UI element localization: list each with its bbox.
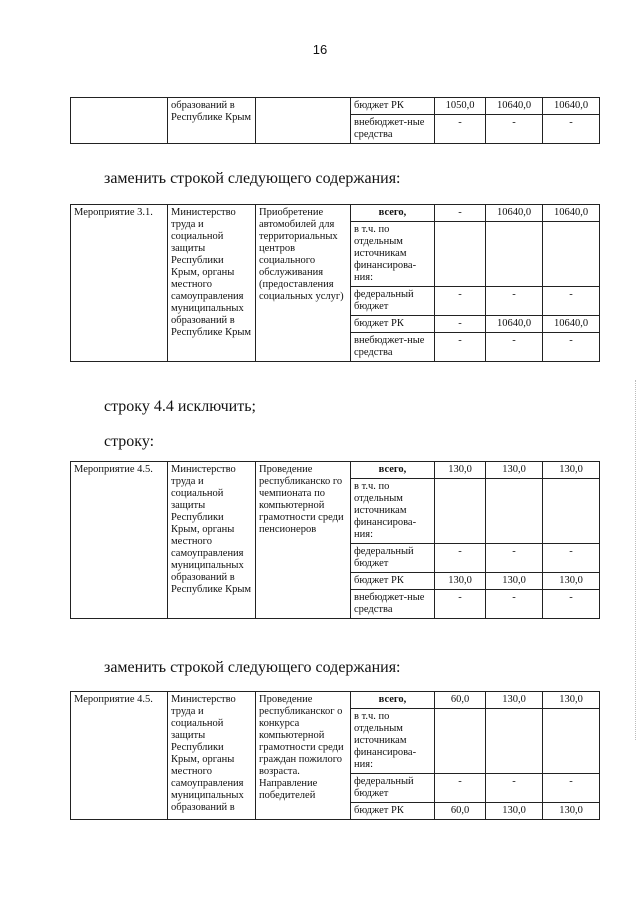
value-cell: - <box>435 333 486 362</box>
value-cell: 130,0 <box>543 803 600 820</box>
value-cell: 130,0 <box>435 462 486 479</box>
source-cell: бюджет РК <box>351 316 435 333</box>
source-cell: бюджет РК <box>351 803 435 820</box>
value-cell <box>435 709 486 774</box>
instruction-text: строку: <box>104 433 155 450</box>
value-cell <box>543 709 600 774</box>
table-row <box>71 205 600 222</box>
source-cell: внебюджет-ные средства <box>351 590 435 619</box>
source-cell: федеральный бюджет <box>351 544 435 573</box>
value-cell <box>543 479 600 544</box>
value-cell: 10640,0 <box>543 316 600 333</box>
value-cell: - <box>543 590 600 619</box>
description-cell: Проведение республиканско го чемпионата по компьютерной грамотности среди пенсионеров <box>256 462 351 619</box>
value-cell <box>435 479 486 544</box>
value-cell <box>543 222 600 287</box>
description-cell: Приобретение автомобилей для территориальных центров социального обслуживания (предоставления социальных услуг) <box>256 205 351 362</box>
value-cell: 1050,0 <box>435 98 486 115</box>
value-cell: - <box>435 544 486 573</box>
value-cell <box>486 479 543 544</box>
value-cell: 10640,0 <box>486 205 543 222</box>
source-cell: федеральный бюджет <box>351 774 435 803</box>
source-cell: всего, <box>351 205 435 222</box>
instruction-text: заменить строкой следующего содержания: <box>104 659 401 676</box>
value-cell: - <box>486 590 543 619</box>
source-cell: федеральный бюджет <box>351 287 435 316</box>
source-cell: в т.ч. по отдельным источникам финансирова-ния: <box>351 479 435 544</box>
value-cell: - <box>486 287 543 316</box>
value-cell: - <box>543 544 600 573</box>
value-cell: - <box>543 333 600 362</box>
event-cell: Мероприятие 4.5. <box>71 462 168 619</box>
value-cell: 10640,0 <box>486 316 543 333</box>
value-cell: - <box>435 205 486 222</box>
value-cell: - <box>486 333 543 362</box>
table-event-3-1 <box>70 204 600 362</box>
value-cell: 130,0 <box>543 462 600 479</box>
value-cell: - <box>486 115 543 144</box>
table-event-4-5-old <box>70 461 600 619</box>
table-row <box>71 462 600 479</box>
source-cell: бюджет РК <box>351 98 435 115</box>
executor-cell: Министерство труда и социальной защиты Республики Крым, органы местного самоуправления муниципальных образований в Республике Крым <box>168 462 256 619</box>
source-cell: бюджет РК <box>351 573 435 590</box>
value-cell: 130,0 <box>486 573 543 590</box>
value-cell: - <box>435 316 486 333</box>
source-cell: внебюджет-ные средства <box>351 333 435 362</box>
source-cell: всего, <box>351 692 435 709</box>
value-cell: 130,0 <box>486 462 543 479</box>
value-cell: 10640,0 <box>543 205 600 222</box>
value-cell: - <box>435 590 486 619</box>
instruction-text: строку 4.4 исключить; <box>104 398 256 415</box>
table-event-4-5-new <box>70 691 600 820</box>
value-cell: 60,0 <box>435 692 486 709</box>
source-cell: в т.ч. по отдельным источникам финансирова-ния: <box>351 222 435 287</box>
source-cell: всего, <box>351 462 435 479</box>
table-cell <box>256 98 351 144</box>
value-cell: 130,0 <box>486 803 543 820</box>
executor-cell: образований в Республике Крым <box>168 98 256 144</box>
source-cell: в т.ч. по отдельным источникам финансирова-ния: <box>351 709 435 774</box>
value-cell <box>435 222 486 287</box>
value-cell: 130,0 <box>486 692 543 709</box>
value-cell: 130,0 <box>543 692 600 709</box>
value-cell: - <box>543 287 600 316</box>
value-cell: 10640,0 <box>543 98 600 115</box>
value-cell <box>486 222 543 287</box>
value-cell: - <box>435 774 486 803</box>
value-cell: - <box>543 774 600 803</box>
value-cell: 60,0 <box>435 803 486 820</box>
value-cell: - <box>486 544 543 573</box>
executor-cell: Министерство труда и социальной защиты Республики Крым, органы местного самоуправления муниципальных образований в Республике Крым <box>168 205 256 362</box>
description-cell: Проведение республиканског о конкурса компьютерной грамотности среди граждан пожилого возраста. Направление победителей <box>256 692 351 820</box>
value-cell: 10640,0 <box>486 98 543 115</box>
value-cell: 130,0 <box>543 573 600 590</box>
value-cell <box>486 709 543 774</box>
table-cell <box>71 98 168 144</box>
table-row <box>71 98 600 115</box>
value-cell: - <box>486 774 543 803</box>
value-cell: - <box>435 115 486 144</box>
table-row <box>71 692 600 709</box>
value-cell: 130,0 <box>435 573 486 590</box>
executor-cell: Министерство труда и социальной защиты Республики Крым, органы местного самоуправления муниципальных образований в <box>168 692 256 820</box>
value-cell: - <box>435 287 486 316</box>
instruction-text: заменить строкой следующего содержания: <box>104 170 401 187</box>
source-cell: внебюджет-ные средства <box>351 115 435 144</box>
value-cell: - <box>543 115 600 144</box>
event-cell: Мероприятие 3.1. <box>71 205 168 362</box>
event-cell: Мероприятие 4.5. <box>71 692 168 820</box>
page-edge-mark <box>635 380 638 740</box>
table-continuation <box>70 97 600 144</box>
page-number: 16 <box>312 42 328 57</box>
